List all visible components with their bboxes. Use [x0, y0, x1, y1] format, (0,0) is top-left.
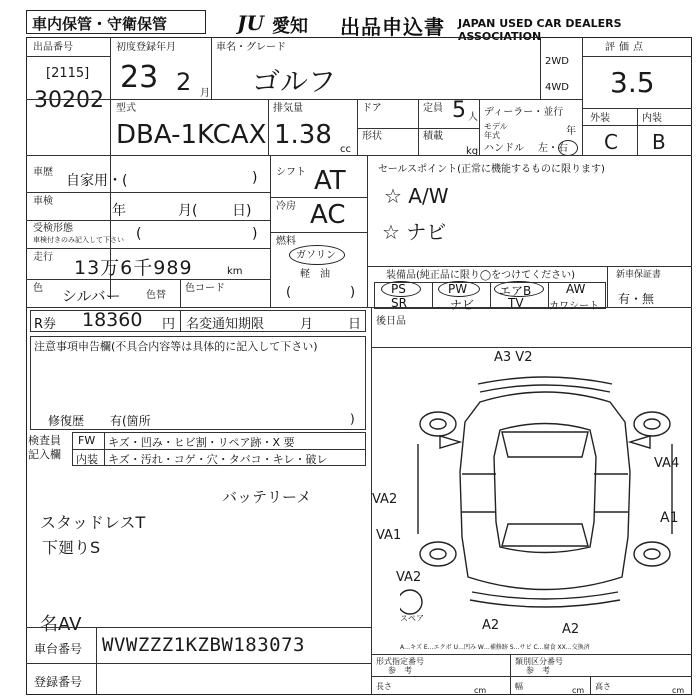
- vehicle-class-value: 自家用・(: [66, 173, 128, 189]
- model-value: DBA-1KCAX: [116, 120, 267, 150]
- load-unit: kg: [466, 146, 479, 157]
- door-label: ドア: [362, 103, 382, 114]
- reg-number-label: 登録番号: [34, 675, 83, 689]
- shape-label: 形状: [362, 131, 382, 142]
- drive-4wd: 4WD: [545, 82, 569, 93]
- mark-a3v2: A3 V2: [494, 350, 533, 365]
- vehicle-class-label: 車歴: [33, 167, 53, 178]
- inspection-label: 車検: [33, 196, 53, 207]
- warranty-value: 有・無: [618, 292, 655, 306]
- shift-value: AT: [314, 166, 346, 196]
- selling-point-1-text: A/W: [408, 184, 449, 208]
- inspector-fw-items: キズ・凹み・ヒビ割・リペア跡・X 要: [108, 436, 295, 449]
- color-change-label: 色替: [146, 290, 166, 301]
- inspection-year: 年: [112, 203, 126, 219]
- equip-sr: SR: [391, 296, 407, 310]
- tax-unit: 円: [162, 317, 176, 332]
- repair-value: 有(箇所: [110, 414, 151, 428]
- damage-legend: A…キズ E…エクボ U…凹み W…補修跡 S…サビ C…腐食 XX…交換済: [400, 644, 590, 651]
- mark-a1-right: A1: [660, 510, 679, 526]
- capacity-label: 定員: [423, 103, 443, 114]
- vehicle-class-close: ): [252, 170, 258, 186]
- year-unit: 年: [566, 126, 576, 137]
- score-value: 3.5: [610, 66, 655, 99]
- car-name-label: 車名・グレード: [216, 42, 286, 53]
- registration-month-unit: 月: [200, 88, 210, 99]
- repair-close: ): [350, 412, 355, 426]
- acceptance-label: 受検形態: [33, 223, 73, 234]
- lot-number: 30202: [34, 88, 104, 113]
- color-code-label: 色コード: [185, 283, 225, 294]
- logo-text: JU: [237, 12, 264, 34]
- fuel-label: 燃料: [276, 236, 296, 247]
- later-label: 後日品: [376, 316, 406, 327]
- note-name-av: 名AV: [40, 614, 82, 635]
- score-label: 評価点: [605, 42, 647, 53]
- interior-label: 内装: [642, 113, 662, 124]
- shift-label: シフト: [276, 167, 306, 178]
- name-change-label: 名変通知期限: [186, 317, 265, 332]
- mileage-label: 走行: [33, 252, 53, 263]
- lot-sub-number: [2115]: [46, 66, 90, 81]
- height-label: 高さ: [595, 682, 611, 691]
- warranty-label: 新車保証書: [616, 270, 662, 280]
- selling-point-2: ☆ ナビ: [382, 220, 447, 244]
- note-battery: バッテリーメ: [222, 488, 312, 506]
- note-underbody: 下廻りS: [42, 538, 101, 557]
- fuel-diesel: 軽 油: [300, 269, 330, 280]
- handle-label: ハンドル: [484, 143, 524, 154]
- tax-value: 18360: [82, 309, 143, 331]
- selling-point-1: ☆ A/W: [384, 184, 449, 208]
- width-unit: cm: [572, 686, 585, 695]
- class-label: 類別区分番号: [515, 657, 563, 666]
- model-year-label: モデル 年式: [484, 122, 508, 140]
- registration-label: 初度登録年月: [116, 42, 176, 53]
- inspector-interior-items: キズ・汚れ・コゲ・穴・タバコ・キレ・破レ: [108, 453, 328, 466]
- acceptance-close: ): [252, 226, 258, 242]
- mark-a2-rear: A2: [482, 618, 500, 633]
- fuel-close: ): [350, 285, 356, 300]
- org-name: 愛知: [272, 16, 308, 37]
- notes-label: 注意事項申告欄(不具合内容等は具体的に記入して下さい): [34, 340, 318, 353]
- equip-airbag: エアB: [499, 284, 532, 298]
- name-change-month: 月: [300, 317, 314, 332]
- tax-label: R券: [34, 317, 57, 332]
- aircon-value: AC: [310, 200, 346, 230]
- lot-label: 出品番号: [33, 42, 73, 53]
- color-value: シルバー: [62, 287, 121, 305]
- displacement-label: 排気量: [273, 103, 303, 114]
- equip-leather: カワシート: [549, 301, 599, 312]
- exterior-grade: C: [604, 130, 618, 154]
- mark-va1: VA1: [376, 528, 402, 543]
- selling-points-label: セールスポイント(正常に機能するものに限ります): [378, 164, 605, 175]
- chassis-value: WVWZZZ1KZBW183073: [102, 634, 305, 656]
- capacity-value: 5: [452, 98, 466, 123]
- equip-tv: TV: [508, 296, 524, 310]
- acceptance-open: (: [136, 226, 142, 242]
- mark-va2-rear: VA2: [396, 570, 422, 585]
- equipment-label: 装備品(純正品に限り◯をつけてください): [386, 270, 575, 281]
- chassis-label: 車台番号: [34, 642, 83, 656]
- selling-point-2-text: ナビ: [406, 220, 447, 244]
- spare-label: スペア: [400, 614, 424, 623]
- fuel-gasoline: ガソリン: [296, 250, 336, 261]
- displacement-value: 1.38: [274, 120, 332, 150]
- mark-va4: VA4: [654, 456, 680, 471]
- equip-ps: PS: [391, 282, 406, 296]
- name-change-day: 日: [348, 317, 362, 332]
- mileage-value: 13万6千989: [74, 257, 193, 279]
- color-label: 色: [33, 283, 43, 294]
- repair-label: 修復歴: [48, 414, 85, 428]
- form-title: 出品申込書: [340, 15, 445, 39]
- equip-airbag-circle: [494, 281, 544, 297]
- mark-va2-left: VA2: [372, 492, 398, 507]
- inspector-label: 検査員 記入欄: [28, 434, 61, 461]
- note-studless: スタッドレスT: [40, 513, 146, 532]
- handle-right-circle: [558, 140, 578, 156]
- width-label: 幅: [515, 682, 523, 691]
- storage-tag: 車内保管・守衛保管: [32, 15, 168, 33]
- class-sub: 参 考: [526, 666, 550, 675]
- mileage-unit: km: [227, 266, 243, 277]
- dealer-label: ディーラー・並行: [484, 107, 564, 118]
- equip-pw-circle: [438, 281, 480, 297]
- exterior-label: 外装: [590, 113, 610, 124]
- fuel-gasoline-circle: [289, 245, 345, 265]
- equip-navi: ナビ: [450, 298, 475, 312]
- fuel-open: (: [286, 285, 292, 300]
- car-diagram: [400, 362, 690, 632]
- aircon-label: 冷房: [276, 201, 296, 212]
- displacement-unit: cc: [340, 144, 351, 155]
- model-label: 型式: [116, 103, 136, 114]
- equip-ps-circle: [381, 281, 421, 297]
- inspector-fw-label: FW: [78, 434, 96, 447]
- equip-aw: AW: [566, 282, 586, 296]
- cert-label: 形式指定番号: [376, 657, 424, 666]
- registration-year: 23: [120, 60, 159, 95]
- cert-sub: 参 考: [388, 666, 412, 675]
- drive-2wd: 2WD: [545, 56, 569, 67]
- registration-month: 2: [176, 68, 192, 96]
- equip-pw: PW: [448, 282, 468, 296]
- inspector-interior-label: 内装: [76, 453, 98, 466]
- inspection-day: 日): [232, 203, 252, 219]
- height-unit: cm: [672, 686, 685, 695]
- car-name: ゴルフ: [252, 65, 337, 98]
- load-label: 積載: [423, 131, 443, 142]
- interior-grade: B: [652, 130, 666, 154]
- mark-a2-bumper: A2: [562, 622, 580, 637]
- capacity-unit: 人: [468, 112, 478, 123]
- association-name: JAPAN USED CAR DEALERS ASSOCIATION: [458, 17, 622, 43]
- ju-logo: [236, 12, 274, 34]
- length-unit: cm: [474, 686, 487, 695]
- handle-value: 左・右: [538, 143, 568, 154]
- inspection-month: 月(: [178, 203, 198, 219]
- acceptance-note: 車検付きのみ記入して下さい: [33, 236, 124, 244]
- length-label: 長さ: [376, 682, 392, 691]
